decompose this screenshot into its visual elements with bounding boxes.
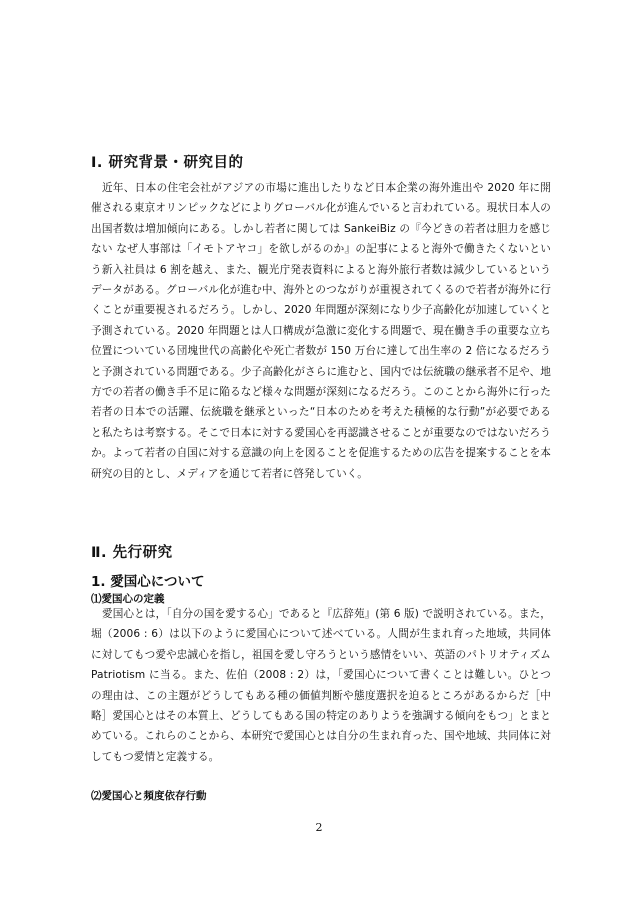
section-2-heading: Ⅱ. 先行研究 — [91, 545, 173, 561]
subsection-1-1-heading: ⑴愛国心の定義 — [91, 593, 165, 605]
page-number: 2 — [315, 821, 323, 834]
section-2-paragraph: 愛国心とは，「自分の国を愛する心」であると『広辞苑』(第 6 版) で説明されている。また，堀（2006 : 6）は以下のように愛国心について述べている。人間が生まれ育った地域，共同体に対してもつ愛や忠誠心を指し，祖国を愛し守ろうという感情をいい、英語のパトリオティズム Patriotism に当る。また、佐伯（2008 : 2）は，「愛国心について書くことは難しい。ひとつの理由は、この主題がどうしてもある種の価値判断や態度選択を迫るところがあるからだ［中略］愛国心とはその本質上、どうしてもある国の特定のありようを強調する傾向をもつ」とまとめている。これらのことから、本研究で愛国心とは自分の生まれ育った、国や地域、共同体に対してもつ愛情と定義する。 — [91, 608, 551, 763]
section-1-heading: Ⅰ. 研究背景・研究目的 — [91, 155, 244, 171]
section-1-paragraph: 近年、日本の住宅会社がアジアの市場に進出したりなど日本企業の海外進出や 2020 年に開催される東京オリンピックなどによりグローバル化が進んでいると言われている。現状日本人の出国者数は増加傾向にある。しかし若者に関しては SankeiBiz の『今どきの若者は胆力を感じない なぜ人事部は「イモトアヤコ」を欲しがるのか』の記事によると海外で働きたくないという新入社員は 6 割を越え、また、観光庁発表資料によると海外旅行者数は減少しているというデータがある。グローバル化が進む中、海外とのつながりが重視されてくるので若者が海外に行くことが重要視されるだろう。しかし、2020 年問題が深刻になり少子高齢化が加速していくと予測されている。2020 年問題とは人口構成が急激に変化する問題で、現在働き手の重要な立ち位置についている団塊世代の高齢化や死亡者数が 150 万台に達して出生率の 2 倍になるだろうと予測されている問題である。少子高齢化がさらに進むと、国内では伝統職の継承者不足や、地方での若者の働き手不足に陥るなど様々な問題が深刻になるだろう。このことから海外に行った若者の日本での活躍、伝統職を継承といった“日本のためを考えた積極的な行動”が必要であると私たちは考察する。そこで日本に対する愛国心を再認識させることが重要なのではないだろうか。よって若者の自国に対する意識の向上を図ることを促進するための広告を提案することを本研究の目的とし、メディアを通じて若者に啓発していく。 — [91, 182, 551, 480]
subsection-1-2-heading: ⑵愛国心と頻度依存行動 — [91, 790, 207, 802]
subsection-1-heading: 1. 愛国心について — [91, 574, 205, 590]
